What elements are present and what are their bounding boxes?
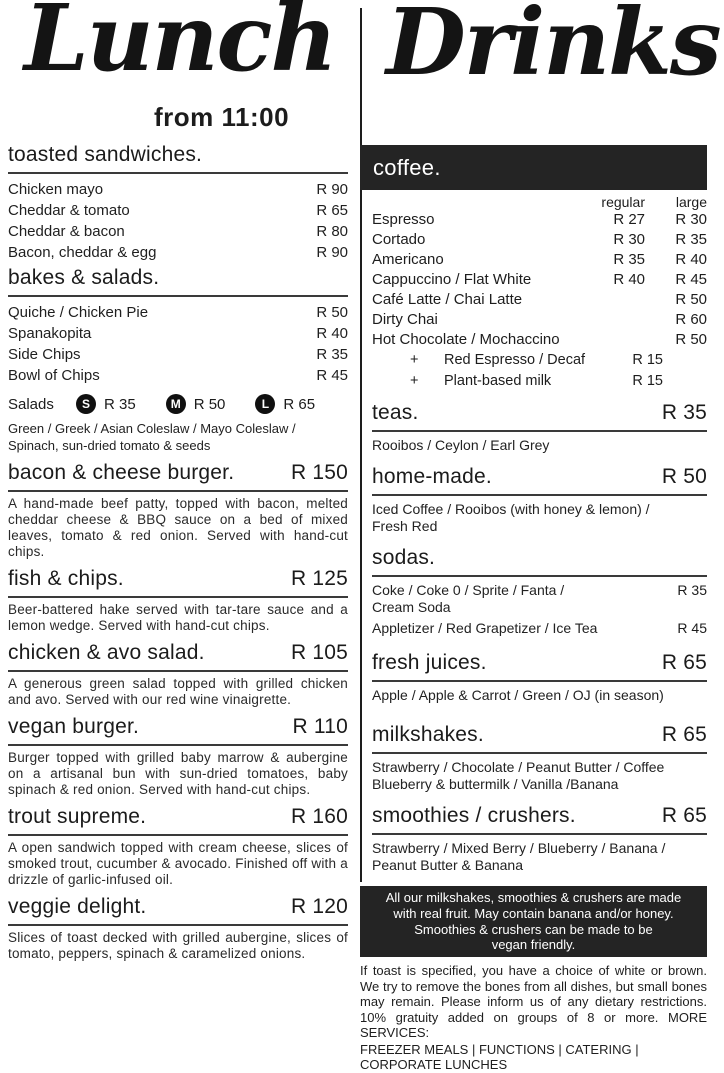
- section-price: R 65: [661, 651, 707, 674]
- options-line: Coke / Coke 0 / Sprite / Fanta /: [372, 582, 565, 598]
- main-price: R 110: [292, 715, 348, 738]
- plus-sign: +: [410, 373, 419, 389]
- toasted-sandwiches-items: [8, 179, 348, 263]
- divider-rule: [372, 430, 707, 432]
- menu-item-row: [8, 365, 348, 386]
- coffee-item-name: Americano: [372, 251, 444, 268]
- lunch-header: [8, 0, 348, 142]
- item-name: Bacon, cheddar & egg: [8, 244, 157, 261]
- coffee-addon-row: [372, 371, 707, 392]
- soda-item-row: [372, 620, 707, 637]
- lunch-column: [8, 0, 348, 962]
- section-price: R 65: [661, 804, 707, 827]
- addon-price: R 15: [632, 352, 663, 368]
- item-name: Quiche / Chicken Pie: [8, 304, 149, 321]
- menu-main-section: [8, 804, 348, 888]
- options-line: Appletizer / Red Grapetizer / Ice Tea: [372, 620, 598, 636]
- soda-item-names: [372, 582, 645, 616]
- salad-sizes: [76, 394, 345, 414]
- coffee-price-large: R 60: [675, 311, 707, 328]
- column-header-large: large: [675, 194, 707, 210]
- item-price: R 90: [316, 244, 348, 261]
- soda-item-row: [372, 582, 707, 616]
- menu-main-section: [8, 714, 348, 798]
- main-heading-row: [8, 804, 348, 830]
- main-title: bacon & cheese burger.: [8, 461, 235, 484]
- main-price: R 160: [290, 805, 348, 828]
- item-name: Spanakopita: [8, 325, 92, 342]
- divider-rule: [372, 494, 707, 496]
- coffee-price-large: R 40: [675, 251, 707, 268]
- addon-price: R 15: [632, 373, 663, 389]
- coffee-item-row: [372, 250, 707, 270]
- menu-main-section: [8, 566, 348, 634]
- coffee-price-regular: [585, 290, 645, 310]
- menu-main-section: [8, 894, 348, 962]
- item-price: R 45: [316, 367, 348, 384]
- item-price: R 90: [316, 181, 348, 198]
- coffee-addon-row: [372, 350, 707, 371]
- item-name: Cheddar & tomato: [8, 202, 130, 219]
- coffee-table: [360, 194, 707, 392]
- milkshakes-section: [360, 722, 707, 793]
- salads-note-line: Spinach, sun-dried tomato & seeds: [8, 438, 211, 453]
- salads-label: Salads: [8, 395, 54, 413]
- main-heading-row: [8, 566, 348, 592]
- notice-line: vegan friendly.: [491, 937, 576, 953]
- divider-rule: [8, 295, 348, 297]
- main-description: Burger topped with grilled baby marrow & aubergine on a artisanal bun with sun-dried tomatoes, baby spinach & red onion. Served with hand-cut chips.: [8, 750, 348, 797]
- divider-rule: [372, 575, 707, 577]
- section-title: milkshakes.: [372, 723, 484, 746]
- coffee-price-large: R 35: [675, 231, 707, 248]
- menu-footer: [360, 963, 707, 1073]
- menu-main-section: [8, 460, 348, 560]
- main-heading-row: [8, 460, 348, 486]
- teas-options: [372, 437, 707, 454]
- fresh-juices-options: [372, 687, 707, 704]
- coffee-price-regular: R 30: [613, 231, 645, 248]
- coffee-item-name: Dirty Chai: [372, 311, 438, 328]
- divider-rule: [8, 490, 348, 492]
- home-made-section: [360, 464, 707, 535]
- section-price: R 35: [661, 401, 707, 424]
- coffee-item-row: [372, 290, 707, 310]
- milkshakes-heading-row: [372, 722, 707, 748]
- item-price: R 65: [316, 202, 348, 219]
- smoothies-heading-row: [372, 803, 707, 829]
- coffee-addons: [372, 350, 707, 392]
- divider-rule: [8, 834, 348, 836]
- sodas-heading-row: [372, 545, 707, 571]
- notice-line: Smoothies & crushers can be made to be: [414, 921, 653, 937]
- options-line: Iced Coffee / Rooibos (with honey & lemon) /: [372, 501, 650, 517]
- main-description: Slices of toast decked with grilled aubergine, slices of tomato, peppers, spinach & caramelized onions.: [8, 930, 348, 961]
- divider-rule: [372, 833, 707, 835]
- coffee-price-regular: [585, 330, 645, 350]
- section-title: home-made.: [372, 465, 492, 488]
- menu-item-row: [8, 221, 348, 242]
- section-heading-bakes-salads: [8, 265, 348, 291]
- menu-item-row: [8, 179, 348, 200]
- smoothies-section: [360, 803, 707, 874]
- addon-name: Plant-based milk: [444, 373, 552, 389]
- coffee-price-large: R 45: [675, 271, 707, 288]
- coffee-item-name: Espresso: [372, 211, 435, 228]
- soda-price: R 45: [677, 620, 707, 636]
- spacer: [372, 194, 585, 210]
- menu-item-row: [8, 323, 348, 344]
- main-title: veggie delight.: [8, 895, 147, 918]
- menu-item-row: [8, 302, 348, 323]
- notice-line: with real fruit. May contain banana and/or honey.: [393, 905, 674, 921]
- coffee-price-regular: R 35: [613, 251, 645, 268]
- options-line: Blueberry & buttermilk / Vanilla /Banana: [372, 776, 619, 792]
- main-title: vegan burger.: [8, 715, 140, 738]
- options-line: Strawberry / Chocolate / Peanut Butter / Coffee: [372, 759, 665, 775]
- fruit-notice-box: [360, 886, 707, 957]
- salad-size-option: [255, 394, 315, 414]
- lunch-mains: [8, 460, 348, 962]
- coffee-price-large: R 50: [675, 331, 707, 348]
- bakes-items: [8, 302, 348, 386]
- salads-note: [8, 420, 348, 454]
- options-line: Peanut Butter & Banana: [372, 857, 523, 873]
- salad-size-option: [76, 394, 136, 414]
- smoothies-options: [372, 840, 707, 874]
- main-description: Beer-battered hake served with tar-tare sauce and a lemon wedge. Served with hand-cut chips.: [8, 602, 348, 633]
- addon-name: Red Espresso / Decaf: [444, 352, 586, 368]
- item-name: Side Chips: [8, 346, 81, 363]
- coffee-price-large: R 50: [675, 291, 707, 308]
- divider-rule: [8, 670, 348, 672]
- section-title: bakes & salads.: [8, 266, 160, 289]
- salad-size-option: [166, 394, 226, 414]
- main-price: R 120: [290, 895, 348, 918]
- drinks-column: [360, 0, 720, 1073]
- sodas-section: [360, 545, 707, 637]
- coffee-price-regular: [585, 310, 645, 330]
- main-description: A open sandwich topped with cream cheese, slices of smoked trout, cucumber & avocado. Finished off with a drizzle of garlic-infused oil.: [8, 840, 348, 887]
- drinks-title: Drinks: [386, 0, 720, 96]
- coffee-item-row: [372, 330, 707, 350]
- lunch-title: Lunch: [24, 0, 336, 92]
- coffee-item-name: Café Latte / Chai Latte: [372, 291, 523, 308]
- section-title: sodas.: [372, 546, 436, 569]
- salads-size-row: [8, 394, 348, 414]
- item-price: R 50: [316, 304, 348, 321]
- divider-rule: [8, 744, 348, 746]
- options-line: Strawberry / Mixed Berry / Blueberry / Banana /: [372, 840, 666, 856]
- coffee-item-name: Cortado: [372, 231, 426, 248]
- home-made-options: [372, 501, 707, 535]
- menu-item-row: [8, 242, 348, 263]
- divider-rule: [8, 924, 348, 926]
- size-price: R 65: [283, 395, 316, 413]
- main-heading-row: [8, 714, 348, 740]
- coffee-price-regular: R 40: [613, 271, 645, 288]
- teas-section: [360, 400, 707, 454]
- plus-sign: +: [410, 352, 419, 368]
- item-name: Bowl of Chips: [8, 367, 100, 384]
- section-title: teas.: [372, 401, 419, 424]
- item-name: Chicken mayo: [8, 181, 104, 198]
- options-line: Fresh Red: [372, 518, 438, 534]
- fresh-juices-section: [360, 650, 707, 704]
- main-description: A hand-made beef patty, topped with bacon, melted cheddar cheese & BBQ sauce on a bed of mixed leaves, tomato & red onion. Served with hand-cut chips.: [8, 496, 348, 559]
- size-badge: L: [255, 394, 275, 414]
- size-badge: S: [76, 394, 96, 414]
- section-heading-toasted-sandwiches: [8, 142, 348, 168]
- coffee-price-large: R 30: [675, 211, 707, 228]
- coffee-item-name: Cappuccino / Flat White: [372, 271, 532, 288]
- coffee-item-name: Hot Chocolate / Mochaccino: [372, 331, 560, 348]
- coffee-banner: [360, 145, 707, 190]
- menu-item-row: [8, 344, 348, 365]
- fresh-juices-heading-row: [372, 650, 707, 676]
- item-price: R 40: [316, 325, 348, 342]
- lunch-subtitle: from 11:00: [154, 102, 290, 132]
- options-line: Apple / Apple & Carrot / Green / OJ (in season): [372, 687, 664, 703]
- notice-line: All our milkshakes, smoothies & crushers are made: [385, 890, 682, 905]
- coffee-price-regular: R 27: [613, 211, 645, 228]
- home-made-heading-row: [372, 464, 707, 490]
- column-header-regular: regular: [601, 194, 645, 210]
- size-badge: M: [166, 394, 186, 414]
- section-title: fresh juices.: [372, 651, 487, 674]
- coffee-rows: [372, 210, 707, 350]
- coffee-item-row: [372, 230, 707, 250]
- menu-item-row: [8, 200, 348, 221]
- item-price: R 80: [316, 223, 348, 240]
- options-line: Rooibos / Ceylon / Earl Grey: [372, 437, 550, 453]
- coffee-item-row: [372, 270, 707, 290]
- coffee-banner-label: coffee.: [373, 154, 441, 180]
- size-price: R 50: [193, 395, 226, 413]
- size-price: R 35: [104, 395, 136, 413]
- divider-rule: [372, 752, 707, 754]
- menu-main-section: [8, 640, 348, 708]
- coffee-column-headers: [372, 194, 707, 210]
- divider-rule: [8, 172, 348, 174]
- main-heading-row: [8, 640, 348, 666]
- main-price: R 125: [290, 567, 348, 590]
- main-price: R 150: [290, 461, 348, 484]
- section-price: R 50: [661, 465, 707, 488]
- soda-price: R 35: [677, 582, 707, 598]
- footer-services: FREEZER MEALS | FUNCTIONS | CATERING | CORPORATE LUNCHES: [360, 1041, 639, 1073]
- teas-heading-row: [372, 400, 707, 426]
- coffee-item-row: [372, 310, 707, 330]
- main-title: fish & chips.: [8, 567, 124, 590]
- milkshakes-options: [372, 759, 707, 793]
- footer-disclaimer: If toast is specified, you have a choice of white or brown. We try to remove the bones from all dishes, but small bones may remain. Please inform us of any dietary restrictions. 10% gratuity added on groups of 8 or more. MORE SERVICES:: [360, 963, 707, 1041]
- main-description: A generous green salad topped with grilled chicken and avo. Served with our red wine vinaigrette.: [8, 676, 348, 707]
- main-price: R 105: [290, 641, 348, 664]
- section-price: R 65: [661, 723, 707, 746]
- drinks-header: [360, 0, 720, 145]
- section-title: smoothies / crushers.: [372, 804, 576, 827]
- divider-rule: [372, 680, 707, 682]
- soda-item-names: [372, 620, 645, 637]
- main-title: chicken & avo salad.: [8, 641, 205, 664]
- coffee-item-row: [372, 210, 707, 230]
- section-title: toasted sandwiches.: [8, 143, 203, 166]
- divider-rule: [8, 596, 348, 598]
- item-name: Cheddar & bacon: [8, 223, 125, 240]
- main-heading-row: [8, 894, 348, 920]
- main-title: trout supreme.: [8, 805, 147, 828]
- salads-note-line: Green / Greek / Asian Coleslaw / Mayo Coleslaw /: [8, 421, 296, 436]
- item-price: R 35: [316, 346, 348, 363]
- options-line: Cream Soda: [372, 599, 451, 615]
